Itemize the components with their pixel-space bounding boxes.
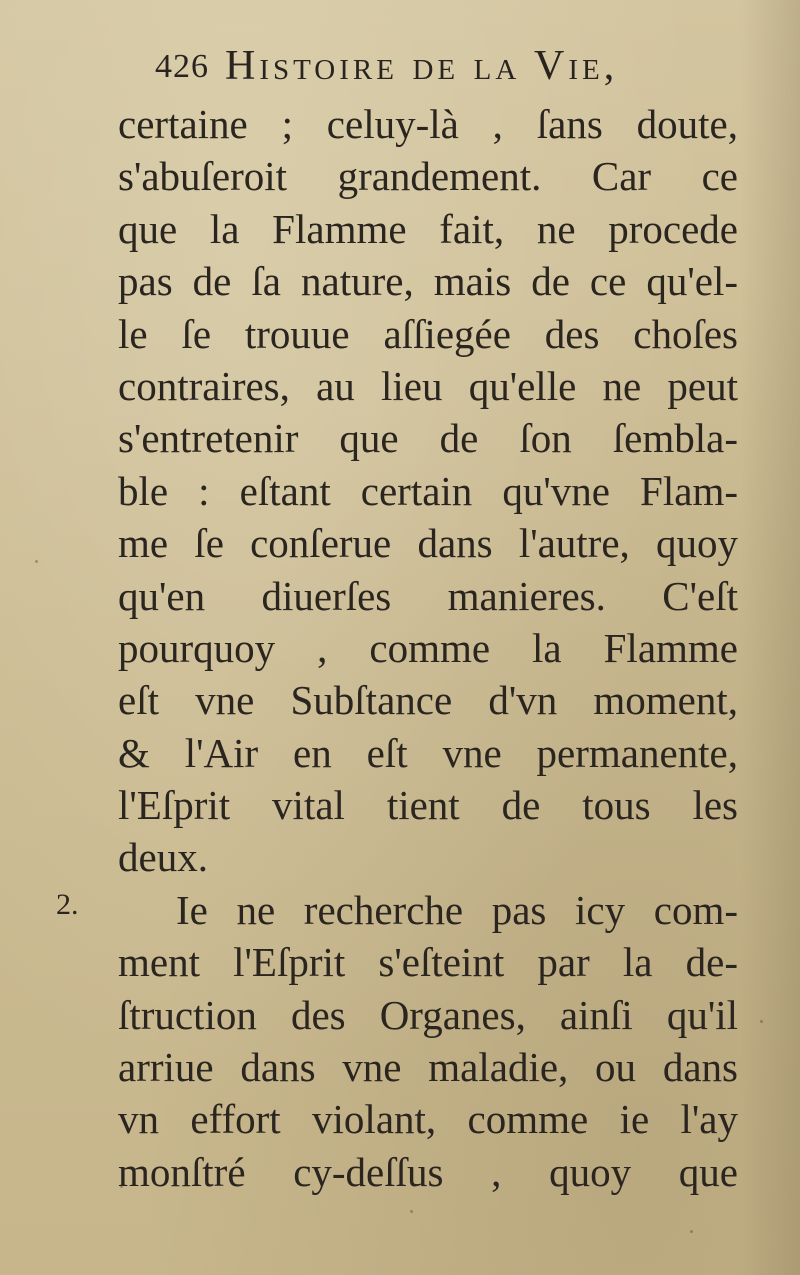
text-line: Ie ne recherche pas icy com-: [176, 886, 738, 933]
text-line: & l'Air en eſt vne permanente,: [118, 729, 738, 776]
running-head: Histoire de la Vie,: [225, 43, 619, 89]
text-line: que la Flamme fait, ne procede: [118, 205, 738, 252]
text-line: contraires, au lieu qu'elle ne peut: [118, 362, 738, 409]
text-line: qu'en diuerſes manieres. C'eſt: [118, 572, 738, 619]
text-line: l'Eſprit vital tient de tous les: [118, 782, 738, 829]
text-line: ble : eſtant certain qu'vne Flam-: [118, 467, 738, 514]
paper-speck: [760, 1020, 763, 1023]
text-line: le ſe trouue aſſiegée des choſes: [118, 310, 738, 357]
text-line: vn effort violant, comme ie l'ay: [118, 1096, 738, 1143]
text-line: s'abuſeroit grandement. Car ce: [118, 153, 738, 200]
text-line: pourquoy , comme la Flamme: [118, 624, 738, 671]
text-line: s'entretenir que de ſon ſembla-: [118, 415, 738, 462]
page-number: 426: [155, 48, 209, 85]
text-line: pas de ſa nature, mais de ce qu'el-: [118, 258, 738, 305]
text-line: deux.: [118, 834, 208, 881]
text-line: monſtré cy-deſſus , quoy que: [118, 1148, 738, 1195]
body-text: [118, 98, 738, 1198]
paper-speck: [690, 1230, 693, 1233]
paper-speck: [120, 1185, 123, 1188]
text-line: arriue dans vne maladie, ou dans: [118, 1044, 738, 1091]
paper-speck: [410, 1210, 413, 1213]
text-line: ment l'Eſprit s'eſteint par la de-: [118, 939, 738, 986]
page-header: [155, 40, 715, 96]
margin-note: 2.: [56, 888, 79, 921]
text-line: eſt vne Subſtance d'vn moment,: [118, 677, 738, 724]
text-line: certaine ; celuy-là , ſans doute,: [118, 101, 738, 147]
paper-speck: [35, 560, 38, 563]
text-line: me ſe conſerue dans l'autre, quoy: [118, 520, 738, 567]
text-line: ſtruction des Organes, ainſi qu'il: [118, 991, 738, 1038]
